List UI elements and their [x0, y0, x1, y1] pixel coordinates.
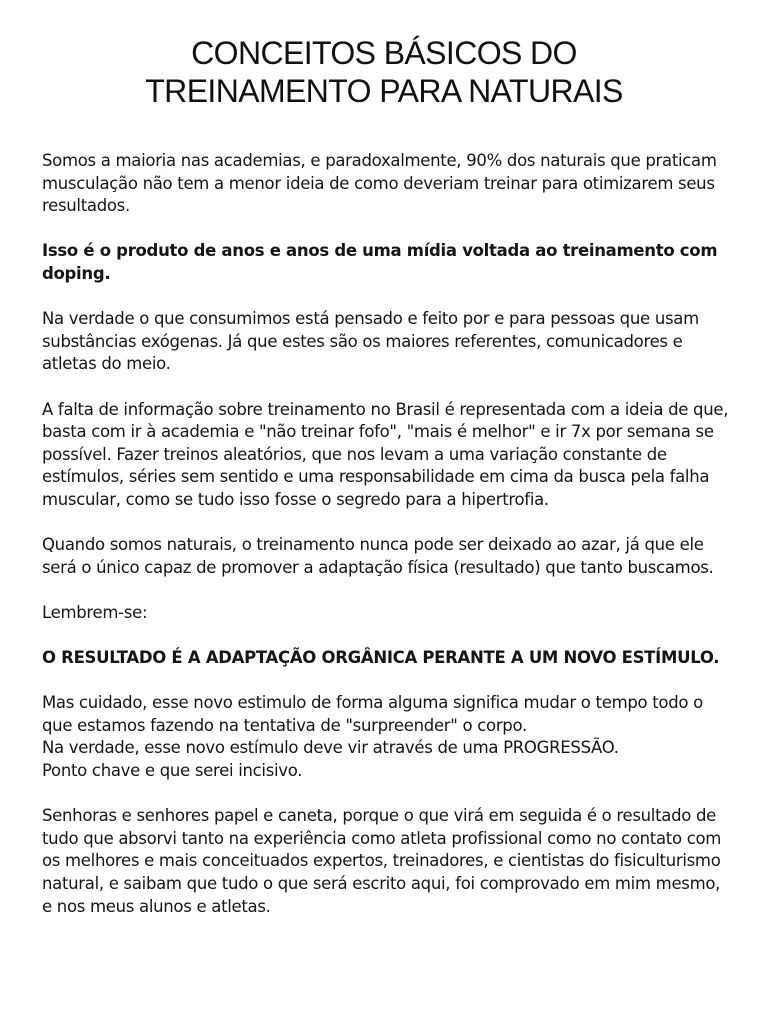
document-body — [42, 150, 732, 918]
progression-line-1: Mas cuidado, esse novo estimulo de forma alguma significa mudar o tempo todo o que estamos fazendo na tentativa de "surpreender" o corpo. — [42, 693, 703, 735]
paragraph-doping-statement: Isso é o produto de anos e anos de uma mídia voltada ao treinamento com doping. — [42, 241, 718, 283]
paragraph-information-gap: A falta de informação sobre treinamento no Brasil é representada com a ideia de que, basta com ir à academia e "não treinar fofo", "mais é melhor" e ir 7x por semana se possível. Fazer treinos aleatórios, que nos levam a uma variação constante de estímulos, séries sem sentido e uma responsabilidade em cima da busca pela falha muscular, como se tudo isso fosse o segredo para a hipertrofia. — [42, 399, 729, 509]
title-line-1: CONCEITOS BÁSICOS DO — [191, 35, 577, 71]
paragraph-key-statement: O RESULTADO É A ADAPTAÇÃO ORGÂNICA PERANTE A UM NOVO ESTÍMULO. — [42, 648, 720, 668]
paragraph-consumption: Na verdade o que consumimos está pensado e feito por e para pessoas que usam substâncias exógenas. Já que estes são os maiores referentes, comunicadores e atletas do meio. — [42, 309, 699, 374]
progression-line-2: Na verdade, esse novo estímulo deve vir através de uma PROGRESSÃO. — [42, 738, 619, 758]
page-title — [0, 34, 768, 110]
paragraph-progression — [42, 692, 732, 782]
paragraph-naturals: Quando somos naturais, o treinamento nunca pode ser deixado ao azar, já que ele será o único capaz de promover a adaptação física (resultado) que tanto buscamos. — [42, 535, 714, 577]
progression-line-3: Ponto chave e que serei incisivo. — [42, 761, 303, 781]
paragraph-remember: Lembrem-se: — [42, 602, 148, 622]
paragraph-closing: Senhoras e senhores papel e caneta, porque o que virá em seguida é o resultado de tudo que absorvi tanto na experiência como atleta profissional como no contato com os melhores e mais conceituados expertos, treinadores, e cientistas do fisiculturismo natural, e saibam que tudo o que será escrito aqui, foi comprovado em mim mesmo, e nos meus alunos e atletas. — [42, 806, 722, 916]
title-line-2: TREINAMENTO PARA NATURAIS — [145, 73, 623, 109]
paragraph-intro: Somos a maioria nas academias, e paradoxalmente, 90% dos naturais que praticam musculação não tem a menor ideia de como deveriam treinar para otimizarem seus resultados. — [42, 151, 717, 216]
